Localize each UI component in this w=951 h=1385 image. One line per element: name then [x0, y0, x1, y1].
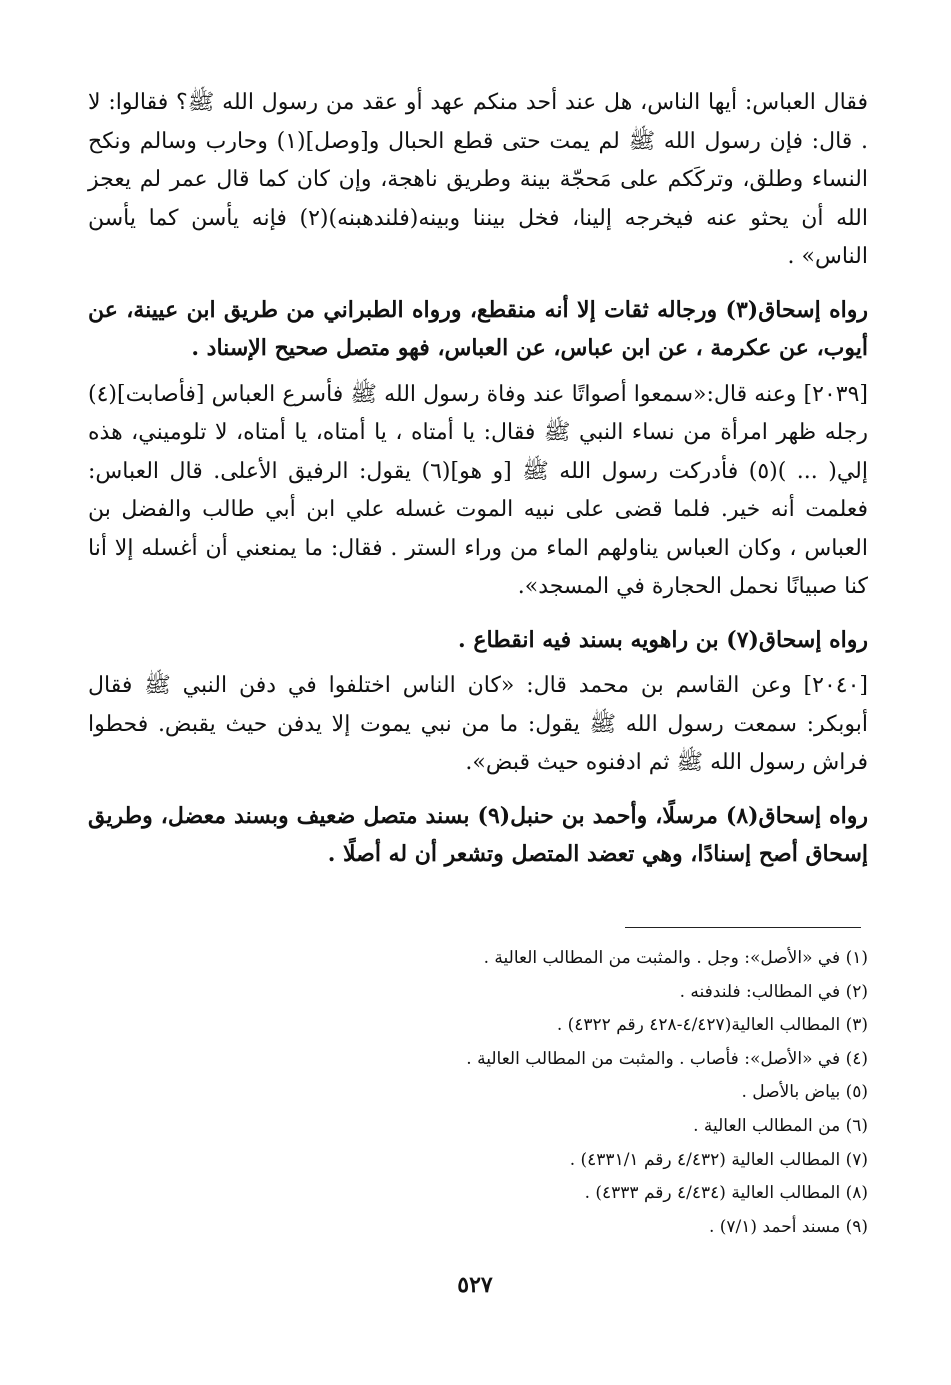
narration-note: رواه إسحاق(٨) مرسلًا، وأحمد بن حنبل(٩) بسند متصل ضعيف وبسند معضل، وطريق إسحاق أصح إسنادًا، وهي تعضد المتصل وتشعر أن له أصلًا .	[88, 802, 868, 867]
footnote: (٦) من المطالب العالية .	[693, 1115, 868, 1136]
footnote: (٥) بياض بالأصل .	[741, 1082, 868, 1103]
narration-note: رواه إسحاق(٧) بن راهويه بسند فيه انقطاع .	[458, 626, 868, 653]
footnote-divider	[625, 927, 861, 928]
hadith-paragraph: فقال العباس: أيها الناس، هل عند أحد منكم عهد أو عقد من رسول الله ﷺ؟ فقالوا: لا . قال: فإن رسول الله ﷺ لم يمت حتى قطع الحبال و[وصل](١) وحارب وسالم ونكح النساء وطلق، وتركَكم على مَحجّة بينة وطريق ناهجة، وإن كان كما قال عمر لم يعجز الله أن يحثو عنه فيخرجه إلينا، فخل بيننا وبينه(فلندهبنه)(٢) فإنه يأسن كما يأسن الناس» .	[88, 90, 869, 269]
footnote: (٩) مسند أحمد (٧/١) .	[708, 1216, 868, 1237]
footnote: (٧) المطالب العالية (٤/٤٣٢ رقم ٤٣٣١/١) .	[569, 1149, 868, 1170]
footnote: (٨) المطالب العالية (٤/٤٣٤ رقم ٤٣٣٣) .	[584, 1183, 868, 1204]
narration-note: رواه إسحاق(٣) ورجاله ثقات إلا أنه منقطع، ورواه الطبراني من طريق ابن عيينة، عن أيوب، عن عكرمة ، عن ابن عباس، عن العباس، فهو متصل صحيح الإسناد .	[88, 296, 868, 361]
hadith-2040: [٢٠٤٠] وعن القاسم بن محمد قال: «كان الناس اختلفوا في دفن النبي ﷺ فقال أبوبكر: سمعت رسول الله ﷺ يقول: ما من نبي يموت إلا يدفن حيث يقبض. فحطوا فراش رسول الله ﷺ ثم ادفنوه حيث قبض».	[88, 673, 868, 775]
footnote: (٤) في «الأصل»: فأصاب . والمثبت من المطالب العالية .	[466, 1048, 868, 1069]
footnote: (٣) المطالب العالية(٤/٤٢٧-٤٢٨ رقم ٤٣٢٢) .	[556, 1015, 868, 1036]
page-number: ٥٢٧	[457, 1272, 493, 1298]
hadith-2039: [٢٠٣٩] وعنه قال:«سمعوا أصواتًا عند وفاة رسول الله ﷺ فأسرع العباس [فأصابت](٤) رجله ظهر امرأة من نساء النبي ﷺ فقال: يا أمتاه ، يا أمتاه، يا أمتاه، لا تلوميني، هذه إلي( ... )(٥) فأدركت رسول الله ﷺ [و هو](٦) يقول: الرفيق الأعلى. قال العباس: فعلمت أنه خير. فلما قضى على نبيه الموت غسله علي ابن أبي طالب والفضل بن العباس ، وكان العباس يناولهم الماء من وراء الستر . فقال: ما يمنعني أن أغسله إلا أنا كنا صبيانًا نحمل الحجارة في المسجد».	[88, 381, 868, 599]
footnotes	[300, 942, 868, 1244]
main-text	[88, 84, 868, 882]
footnote: (١) في «الأصل»: وجل . والمثبت من المطالب العالية .	[483, 948, 868, 968]
footnote: (٢) في المطالب: فلندفنه .	[679, 981, 868, 1002]
